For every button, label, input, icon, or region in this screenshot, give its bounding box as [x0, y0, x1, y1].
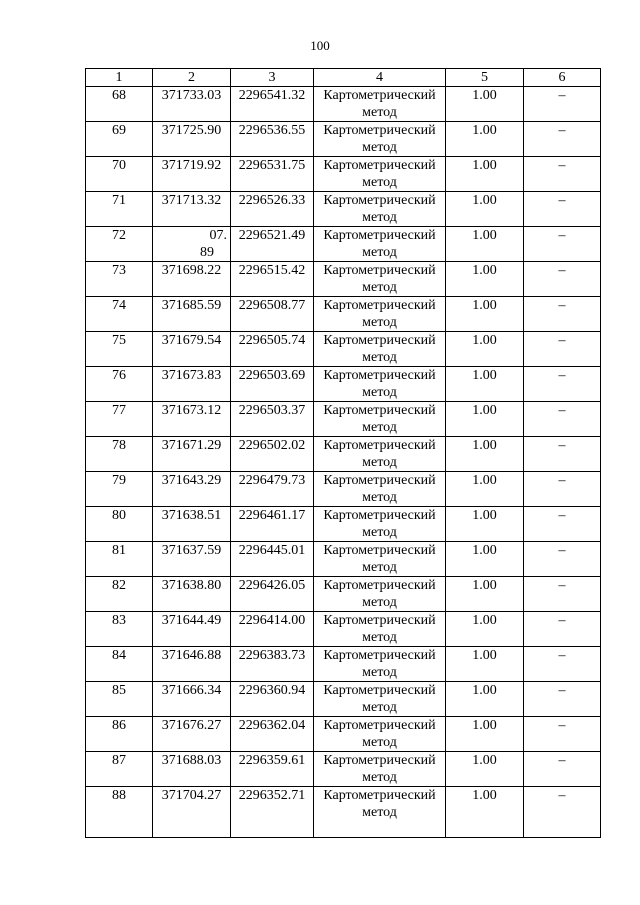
- accuracy-cell: 1.00: [446, 472, 524, 507]
- method-cell: Картометрический метод: [314, 332, 446, 367]
- x-coordinate-cell: 371638.51: [153, 507, 231, 542]
- y-coordinate-cell: 2296414.00: [231, 612, 314, 647]
- y-coordinate-cell: 2296541.32: [231, 87, 314, 122]
- y-coordinate-cell: 2296526.33: [231, 192, 314, 227]
- method-cell: Картометрический метод: [314, 507, 446, 542]
- table-row: [86, 437, 601, 472]
- point-number-cell: 81: [86, 542, 153, 577]
- method-cell: Картометрический метод: [314, 402, 446, 437]
- table-row: [86, 752, 601, 787]
- x-coordinate-cell: 371644.49: [153, 612, 231, 647]
- y-coordinate-cell: 2296536.55: [231, 122, 314, 157]
- header-col-4: 4: [314, 69, 446, 87]
- x-coordinate-cell: 371725.90: [153, 122, 231, 157]
- point-number-cell: 83: [86, 612, 153, 647]
- header-col-1: 1: [86, 69, 153, 87]
- y-coordinate-cell: 2296426.05: [231, 577, 314, 612]
- description-cell: –: [524, 122, 601, 157]
- table-row: [86, 612, 601, 647]
- x-coordinate-cell: 371666.34: [153, 682, 231, 717]
- description-cell: –: [524, 647, 601, 682]
- x-coordinate-cell: 371679.54: [153, 332, 231, 367]
- x-coordinate-cell: 371643.29: [153, 472, 231, 507]
- accuracy-cell: 1.00: [446, 157, 524, 192]
- y-coordinate-cell: 2296360.94: [231, 682, 314, 717]
- point-number-cell: 68: [86, 87, 153, 122]
- accuracy-cell: 1.00: [446, 682, 524, 717]
- x-coordinate-cell: 371704.27: [153, 787, 231, 838]
- method-cell: Картометрический метод: [314, 437, 446, 472]
- y-coordinate-cell: 2296515.42: [231, 262, 314, 297]
- x-coordinate-part: 07.: [209, 228, 227, 243]
- point-number-cell: 80: [86, 507, 153, 542]
- y-coordinate-cell: 2296461.17: [231, 507, 314, 542]
- y-coordinate-cell: 2296521.49: [231, 227, 314, 262]
- method-cell: Картометрический метод: [314, 472, 446, 507]
- method-cell: Картометрический метод: [314, 367, 446, 402]
- header-row: [86, 69, 601, 87]
- point-number-cell: 84: [86, 647, 153, 682]
- point-number-cell: 75: [86, 332, 153, 367]
- accuracy-cell: 1.00: [446, 192, 524, 227]
- table-row: [86, 682, 601, 717]
- accuracy-cell: 1.00: [446, 577, 524, 612]
- accuracy-cell: 1.00: [446, 647, 524, 682]
- header-col-5: 5: [446, 69, 524, 87]
- description-cell: –: [524, 787, 601, 838]
- method-cell: Картометрический метод: [314, 262, 446, 297]
- table-row: [86, 87, 601, 122]
- table-row: [86, 192, 601, 227]
- method-cell: Картометрический метод: [314, 647, 446, 682]
- accuracy-cell: 1.00: [446, 332, 524, 367]
- table-row: [86, 787, 601, 838]
- table-row: [86, 472, 601, 507]
- accuracy-cell: 1.00: [446, 402, 524, 437]
- accuracy-cell: 1.00: [446, 87, 524, 122]
- point-number-cell: 72: [86, 227, 153, 262]
- x-coordinate-cell: 371638.80: [153, 577, 231, 612]
- method-cell: Картометрический метод: [314, 87, 446, 122]
- point-number-cell: 73: [86, 262, 153, 297]
- y-coordinate-cell: 2296445.01: [231, 542, 314, 577]
- table-row: [86, 157, 601, 192]
- accuracy-cell: 1.00: [446, 367, 524, 402]
- x-coordinate-cell: 371673.12: [153, 402, 231, 437]
- y-coordinate-cell: 2296362.04: [231, 717, 314, 752]
- y-coordinate-cell: 2296383.73: [231, 647, 314, 682]
- description-cell: –: [524, 192, 601, 227]
- point-number-cell: 85: [86, 682, 153, 717]
- method-cell: Картометрический метод: [314, 192, 446, 227]
- header-col-3: 3: [231, 69, 314, 87]
- accuracy-cell: 1.00: [446, 507, 524, 542]
- description-cell: –: [524, 437, 601, 472]
- description-cell: –: [524, 157, 601, 192]
- point-number-cell: 79: [86, 472, 153, 507]
- table-row: [86, 262, 601, 297]
- point-number-cell: 82: [86, 577, 153, 612]
- accuracy-cell: 1.00: [446, 752, 524, 787]
- point-number-cell: 70: [86, 157, 153, 192]
- x-coordinate-cell: 371671.29: [153, 437, 231, 472]
- description-cell: –: [524, 752, 601, 787]
- description-cell: –: [524, 507, 601, 542]
- y-coordinate-cell: 2296508.77: [231, 297, 314, 332]
- description-cell: –: [524, 332, 601, 367]
- description-cell: –: [524, 227, 601, 262]
- method-cell: Картометрический метод: [314, 612, 446, 647]
- x-coordinate-cell: 371646.88: [153, 647, 231, 682]
- x-coordinate-cell: 371637.59: [153, 542, 231, 577]
- method-cell: Картометрический метод: [314, 122, 446, 157]
- accuracy-cell: 1.00: [446, 612, 524, 647]
- x-coordinate-cell: 371688.03: [153, 752, 231, 787]
- x-coordinate-cell: 371713.32: [153, 192, 231, 227]
- description-cell: –: [524, 472, 601, 507]
- table-row: [86, 542, 601, 577]
- y-coordinate-cell: 2296352.71: [231, 787, 314, 838]
- accuracy-cell: 1.00: [446, 717, 524, 752]
- y-coordinate-cell: 2296503.69: [231, 367, 314, 402]
- table-row: [86, 122, 601, 157]
- method-cell: Картометрический метод: [314, 542, 446, 577]
- description-cell: –: [524, 577, 601, 612]
- x-coordinate-part: 89: [200, 245, 214, 260]
- x-coordinate-cell: 371685.59: [153, 297, 231, 332]
- x-coordinate-cell: 371733.03: [153, 87, 231, 122]
- accuracy-cell: 1.00: [446, 262, 524, 297]
- y-coordinate-cell: 2296502.02: [231, 437, 314, 472]
- y-coordinate-cell: 2296505.74: [231, 332, 314, 367]
- point-number-cell: 74: [86, 297, 153, 332]
- method-cell: Картометрический метод: [314, 157, 446, 192]
- method-cell: Картометрический метод: [314, 787, 446, 838]
- description-cell: –: [524, 612, 601, 647]
- point-number-cell: 78: [86, 437, 153, 472]
- method-cell: Картометрический метод: [314, 227, 446, 262]
- point-number-cell: 77: [86, 402, 153, 437]
- method-cell: Картометрический метод: [314, 297, 446, 332]
- accuracy-cell: 1.00: [446, 122, 524, 157]
- description-cell: –: [524, 87, 601, 122]
- table-body: [86, 87, 601, 838]
- accuracy-cell: 1.00: [446, 542, 524, 577]
- x-coordinate-cell: [153, 227, 231, 262]
- table-row: [86, 297, 601, 332]
- description-cell: –: [524, 262, 601, 297]
- point-number-cell: 71: [86, 192, 153, 227]
- y-coordinate-cell: 2296359.61: [231, 752, 314, 787]
- y-coordinate-cell: 2296503.37: [231, 402, 314, 437]
- x-coordinate-cell: 371719.92: [153, 157, 231, 192]
- description-cell: –: [524, 682, 601, 717]
- table-row: [86, 507, 601, 542]
- method-cell: Картометрический метод: [314, 577, 446, 612]
- header-col-6: 6: [524, 69, 601, 87]
- method-cell: Картометрический метод: [314, 717, 446, 752]
- x-coordinate-cell: 371698.22: [153, 262, 231, 297]
- accuracy-cell: 1.00: [446, 787, 524, 838]
- accuracy-cell: 1.00: [446, 227, 524, 262]
- y-coordinate-cell: 2296531.75: [231, 157, 314, 192]
- description-cell: –: [524, 542, 601, 577]
- table-row: [86, 717, 601, 752]
- x-coordinate-cell: 371676.27: [153, 717, 231, 752]
- point-number-cell: 87: [86, 752, 153, 787]
- table-row: [86, 647, 601, 682]
- point-number-cell: 69: [86, 122, 153, 157]
- description-cell: –: [524, 717, 601, 752]
- table-row: [86, 332, 601, 367]
- table-row: [86, 402, 601, 437]
- point-number-cell: 86: [86, 717, 153, 752]
- coordinates-table: [85, 68, 601, 838]
- accuracy-cell: 1.00: [446, 297, 524, 332]
- table-header: [86, 69, 601, 87]
- x-coordinate-cell: 371673.83: [153, 367, 231, 402]
- y-coordinate-cell: 2296479.73: [231, 472, 314, 507]
- table-row: [86, 367, 601, 402]
- header-col-2: 2: [153, 69, 231, 87]
- point-number-cell: 76: [86, 367, 153, 402]
- description-cell: –: [524, 297, 601, 332]
- accuracy-cell: 1.00: [446, 437, 524, 472]
- table-row: [86, 227, 601, 262]
- description-cell: –: [524, 402, 601, 437]
- method-cell: Картометрический метод: [314, 682, 446, 717]
- method-cell: Картометрический метод: [314, 752, 446, 787]
- point-number-cell: 88: [86, 787, 153, 838]
- page-number: 100: [310, 38, 330, 53]
- table-row: [86, 577, 601, 612]
- description-cell: –: [524, 367, 601, 402]
